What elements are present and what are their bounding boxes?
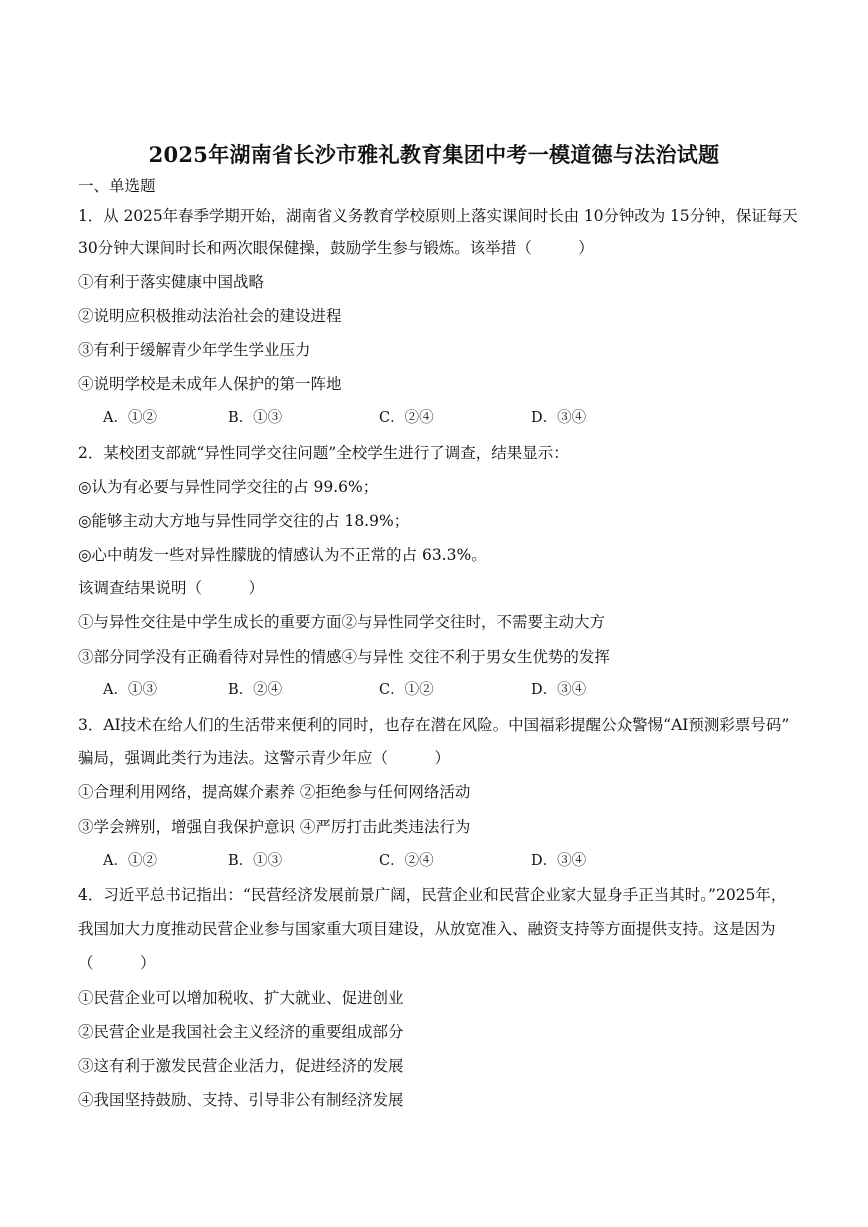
question-4-stem-line-1: 4．习近平总书记指出：“民营经济发展前景广阔，民营企业和民营企业家大显身手正当其时。”2025年， bbox=[78, 886, 787, 904]
question-3-statements-3-4: ③学会辨别，增强自我保护意识 ④严厉打击此类违法行为 bbox=[78, 818, 471, 836]
question-3-option-a: A．①② bbox=[103, 853, 157, 869]
question-2-statements-1-2: ①与异性交往是中学生成长的重要方面②与异性同学交往时，不需要主动大方 bbox=[78, 613, 606, 631]
question-2-survey-item-2: ◎能够主动大方地与异性同学交往的占 18.9%； bbox=[78, 512, 410, 530]
question-4-answer-blank: （ ） bbox=[78, 954, 156, 972]
document-title: 2025年湖南省长沙市雅礼教育集团中考一模道德与法治试题 bbox=[148, 142, 720, 167]
question-1-stem-line-1: 1．从 2025年春季学期开始，湖南省义务教育学校原则上落实课间时长由 10分钟改为 15分钟，保证每天 bbox=[78, 207, 798, 225]
question-2-option-c: C．①② bbox=[379, 682, 434, 698]
question-1-statement-2: ②说明应积极推动法治社会的建设进程 bbox=[78, 307, 342, 325]
question-3-option-b: B．①③ bbox=[228, 853, 283, 869]
question-1-stem-line-2: 30分钟大课间时长和两次眼保健操，鼓励学生参与锻炼。该举措（ ） bbox=[78, 239, 594, 257]
question-4-statement-3: ③这有利于激发民营企业活力，促进经济的发展 bbox=[78, 1057, 404, 1075]
question-2-option-a: A．①③ bbox=[103, 682, 157, 698]
question-4-statement-4: ④我国坚持鼓励、支持、引导非公有制经济发展 bbox=[78, 1091, 404, 1109]
question-1-option-c: C．②④ bbox=[379, 410, 434, 426]
question-4-statement-1: ①民营企业可以增加税收、扩大就业、促进创业 bbox=[78, 989, 404, 1007]
section-heading: 一、单选题 bbox=[78, 177, 156, 195]
question-3-stem-line-2: 骗局，强调此类行为违法。这警示青少年应（ ） bbox=[78, 749, 451, 767]
question-2-statements-3-4: ③部分同学没有正确看待对异性的情感④与异性 交往不利于男女生优势的发挥 bbox=[78, 648, 610, 666]
question-1-option-d: D．③④ bbox=[531, 410, 587, 426]
question-3-statements-1-2: ①合理利用网络，提高媒介素养 ②拒绝参与任何网络活动 bbox=[78, 783, 471, 801]
question-2-option-d: D．③④ bbox=[531, 682, 587, 698]
question-3-stem-line-1: 3．AI技术在给人们的生活带来便利的同时，也存在潜在风险。中国福彩提醒公众警惕“AI预测彩票号码” bbox=[78, 716, 790, 734]
question-2-prompt: 该调查结果说明（ ） bbox=[78, 579, 265, 597]
question-3-option-d: D．③④ bbox=[531, 853, 587, 869]
question-2-survey-item-1: ◎认为有必要与异性同学交往的占 99.6%； bbox=[78, 478, 379, 496]
question-1-statement-1: ①有利于落实健康中国战略 bbox=[78, 273, 265, 291]
question-1-option-a: A．①② bbox=[103, 410, 157, 426]
question-4-stem-line-2: 我国加大力度推动民营企业参与国家重大项目建设，从放宽准入、融资支持等方面提供支持。这是因为 bbox=[78, 920, 776, 938]
question-1-option-b: B．①③ bbox=[228, 410, 283, 426]
question-3-option-c: C．②④ bbox=[379, 853, 434, 869]
question-4-statement-2: ②民营企业是我国社会主义经济的重要组成部分 bbox=[78, 1023, 404, 1041]
question-2-survey-item-3: ◎心中萌发一些对异性朦胧的情感认为不正常的占 63.3%。 bbox=[78, 546, 487, 564]
question-1-statement-4: ④说明学校是未成年人保护的第一阵地 bbox=[78, 375, 342, 393]
question-2-stem: 2．某校团支部就“异性同学交往问题”全校学生进行了调查，结果显示： bbox=[78, 444, 569, 462]
question-1-statement-3: ③有利于缓解青少年学生学业压力 bbox=[78, 341, 311, 359]
question-2-option-b: B．②④ bbox=[228, 682, 283, 698]
